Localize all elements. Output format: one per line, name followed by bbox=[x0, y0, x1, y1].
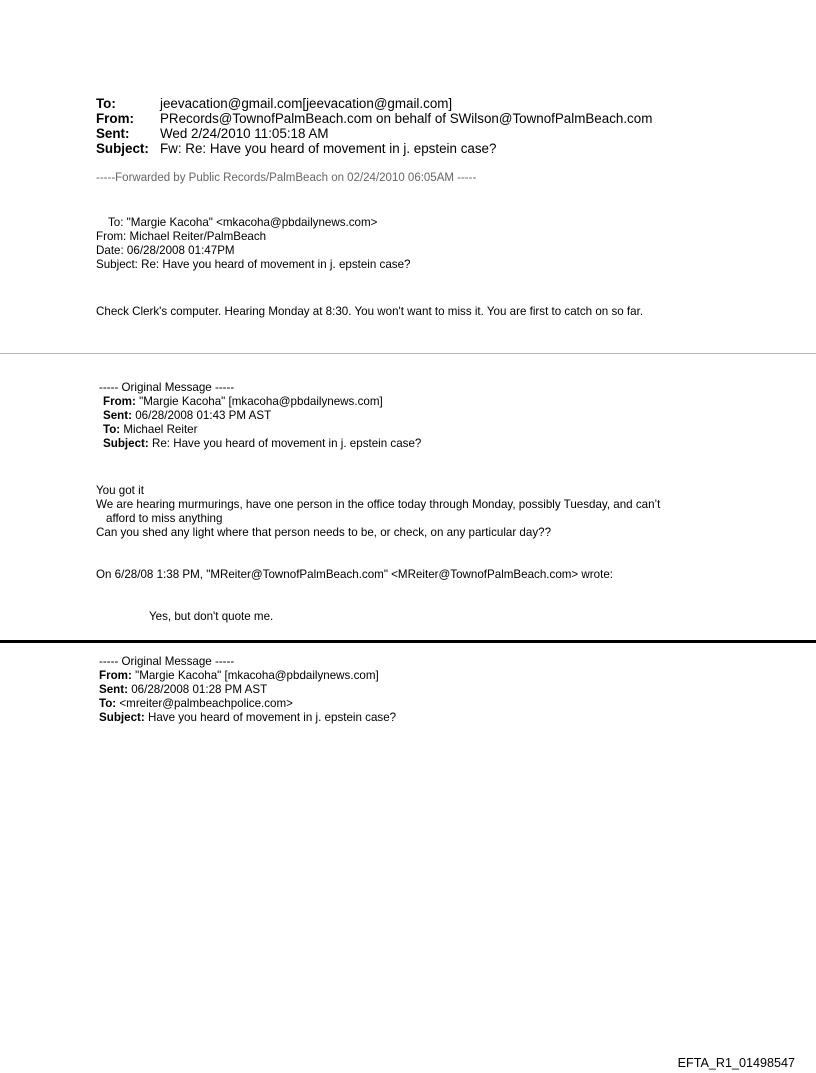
header-from-label: From: bbox=[96, 111, 134, 126]
reply-from-line: From: Michael Reiter/PalmBeach bbox=[96, 230, 267, 243]
original-message-1-to-value: Michael Reiter bbox=[120, 423, 198, 436]
header-to-label: To: bbox=[96, 96, 116, 111]
header-from-row bbox=[96, 111, 652, 126]
original-message-2-sent bbox=[99, 683, 396, 697]
original-message-2-from bbox=[99, 669, 396, 683]
original-message-1-title: ----- Original Message ----- bbox=[99, 381, 235, 394]
original-message-1-header bbox=[99, 381, 421, 451]
header-from-value: PRecords@TownofPalmBeach.com on behalf of SWilson@TownofPalmBeach.com bbox=[160, 111, 653, 126]
body-line-4: Can you shed any light where that person needs to be, or check, on any particular day?? bbox=[96, 526, 552, 539]
original-message-1-to bbox=[99, 423, 421, 437]
original-message-1-from-value: "Margie Kacoha" [mkacoha@pbdailynews.com] bbox=[135, 395, 383, 408]
body-line-1: You got it bbox=[96, 484, 144, 497]
original-message-2-subject-label: Subject: bbox=[99, 711, 145, 724]
reply-subject-line: Subject: Re: Have you heard of movement in j. epstein case? bbox=[96, 258, 411, 271]
original-message-1-subject-label: Subject: bbox=[103, 437, 149, 450]
header-subject-label: Subject: bbox=[96, 141, 149, 156]
reply-header bbox=[96, 216, 411, 272]
quoted-text: Yes, but don't quote me. bbox=[149, 610, 274, 623]
original-message-1-subject-value: Re: Have you heard of movement in j. epstein case? bbox=[148, 437, 422, 450]
original-message-2-to-label: To: bbox=[99, 697, 117, 710]
original-message-2-sent-label: Sent: bbox=[99, 683, 128, 696]
header-subject-row bbox=[96, 141, 652, 156]
thick-divider bbox=[0, 640, 816, 643]
section-divider bbox=[0, 353, 816, 354]
original-message-1-from bbox=[99, 395, 421, 409]
reply-to-line: To: "Margie Kacoha" <mkacoha@pbdailynews.com> bbox=[108, 216, 378, 229]
original-message-2-subject bbox=[99, 711, 396, 725]
original-message-1-subject bbox=[99, 437, 421, 451]
header-sent-value: Wed 2/24/2010 11:05:18 AM bbox=[160, 126, 329, 141]
original-message-2-header bbox=[99, 655, 396, 725]
original-message-2-subject-value: Have you heard of movement in j. epstein case? bbox=[144, 711, 397, 724]
original-message-2-to bbox=[99, 697, 396, 711]
wrote-line: On 6/28/08 1:38 PM, "MReiter@TownofPalmBeach.com" <MReiter@TownofPalmBeach.com> wrote: bbox=[96, 568, 613, 581]
body-line-2: We are hearing murmurings, have one person in the office today through Monday, possibly Tuesday, and can’t bbox=[96, 498, 661, 511]
document-id: EFTA_R1_01498547 bbox=[677, 1056, 795, 1070]
original-message-1-to-label: To: bbox=[103, 423, 121, 436]
header-to-row bbox=[96, 96, 652, 111]
original-message-2-to-value: <mreiter@palmbeachpolice.com> bbox=[116, 697, 293, 710]
forwarded-line: -----Forwarded by Public Records/PalmBeach on 02/24/2010 06:05AM ----- bbox=[96, 172, 477, 184]
original-message-2-title: ----- Original Message ----- bbox=[99, 655, 235, 668]
header-to-value: jeevacation@gmail.com[jeevacation@gmail.com] bbox=[160, 96, 453, 111]
original-message-1-body bbox=[96, 484, 736, 540]
original-message-1-sent bbox=[99, 409, 421, 423]
body-line-3: afford to miss anything bbox=[106, 512, 223, 525]
header-subject-value: Fw: Re: Have you heard of movement in j. epstein case? bbox=[160, 141, 497, 156]
email-header bbox=[96, 96, 652, 156]
original-message-1-sent-label: Sent: bbox=[103, 409, 132, 422]
header-sent-label: Sent: bbox=[96, 126, 130, 141]
original-message-2-from-label: From: bbox=[99, 669, 132, 682]
original-message-1-from-label: From: bbox=[103, 395, 136, 408]
original-message-1-sent-value: 06/28/2008 01:43 PM AST bbox=[131, 409, 272, 422]
reply-body: Check Clerk's computer. Hearing Monday at 8:30. You won't want to miss it. You are first to catch on so far. bbox=[96, 305, 644, 318]
original-message-2-from-value: "Margie Kacoha" [mkacoha@pbdailynews.com] bbox=[131, 669, 379, 682]
original-message-2-sent-value: 06/28/2008 01:28 PM AST bbox=[127, 683, 268, 696]
reply-date-line: Date: 06/28/2008 01:47PM bbox=[96, 244, 235, 257]
header-sent-row bbox=[96, 126, 652, 141]
